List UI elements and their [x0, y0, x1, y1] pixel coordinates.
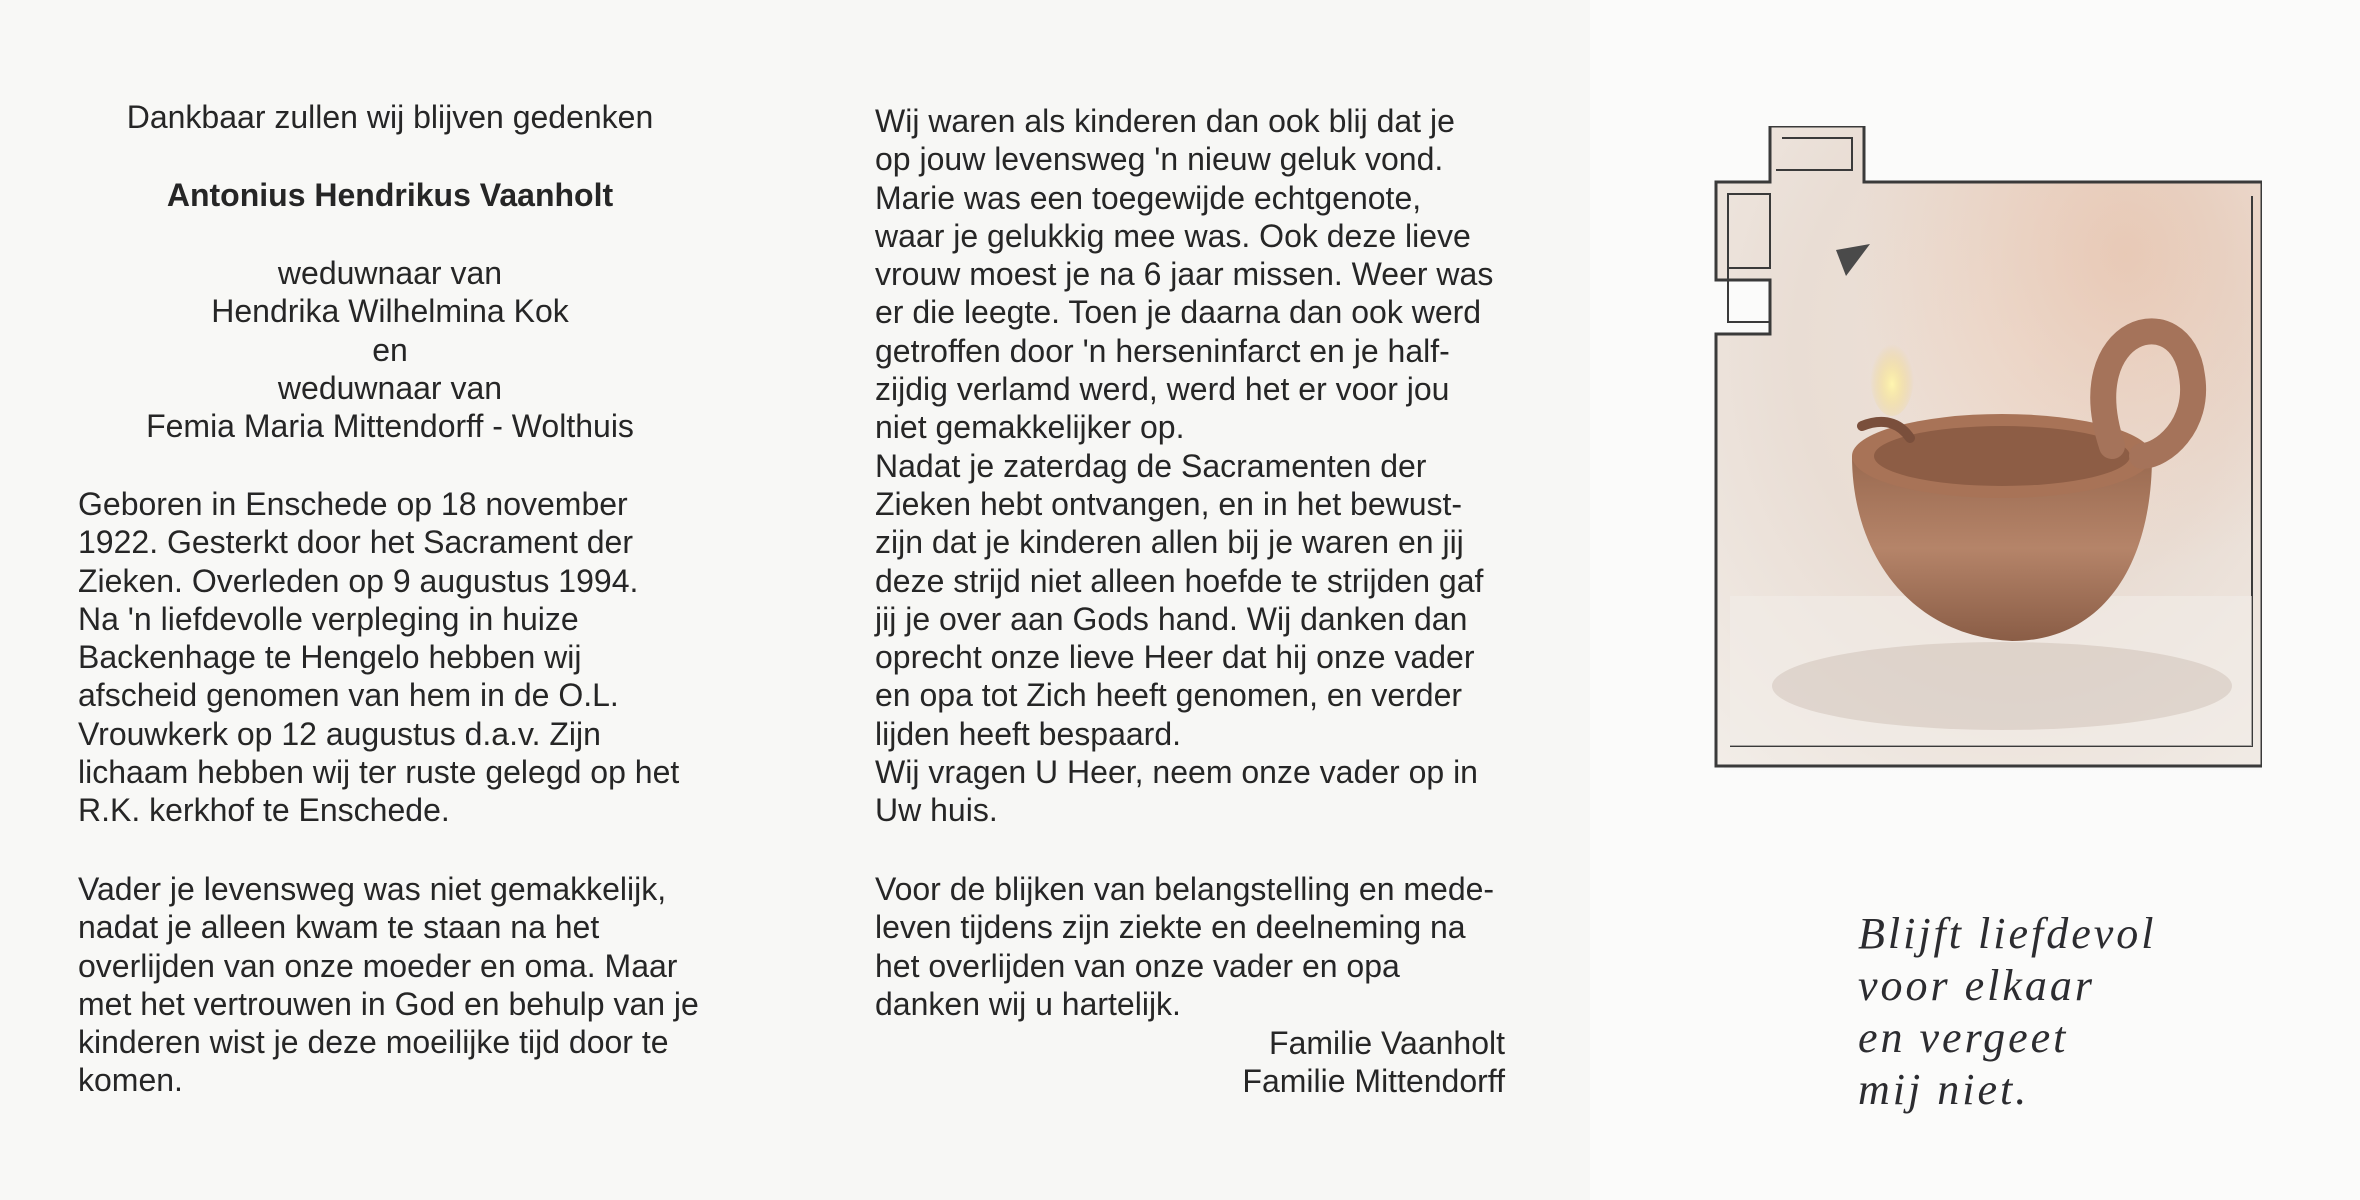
text-line: met het vertrouwen in God en behulp van je — [78, 985, 699, 1022]
oil-lamp-image — [1712, 126, 2262, 776]
text-line: Geboren in Enschede op 18 november — [78, 486, 628, 522]
verse-line: en vergeet — [1858, 1013, 2069, 1062]
text-line: waar je gelukkig mee was. Ook deze lieve — [875, 217, 1471, 254]
text-line: jij je over aan Gods hand. Wij danken dan — [875, 600, 1468, 637]
family-signatures — [875, 1024, 1505, 1101]
text-line: Marie was een toegewijde echtgenote, — [875, 179, 1422, 216]
text-line: en opa tot Zich heeft genomen, en verder — [875, 677, 1463, 714]
memorial-paragraph — [875, 102, 1493, 830]
text-line: komen. — [78, 1062, 183, 1099]
intro-line: Dankbaar zullen wij blijven gedenken — [126, 99, 654, 135]
reflection-paragraph — [78, 870, 699, 1100]
biography-paragraph — [78, 485, 679, 830]
relation-line: Femia Maria Mittendorff - Wolthuis — [146, 408, 634, 445]
signature-line: Familie Mittendorff — [1242, 1063, 1505, 1100]
text-line: zijn dat je kinderen allen bij je waren en jij — [875, 524, 1464, 561]
text-line: deze strijd niet alleen hoefde te strijden gaf — [875, 562, 1484, 599]
relation-line: en — [372, 331, 408, 368]
text-line: het overlijden van onze vader en opa — [875, 947, 1400, 984]
relation-line: weduwnaar van — [277, 255, 503, 291]
text-line: nadat je alleen kwam te staan na het — [78, 909, 600, 946]
text-line: Zieken hebt ontvangen, en in het bewust- — [875, 485, 1463, 522]
text-line: op jouw levensweg 'n nieuw geluk vond. — [875, 141, 1444, 178]
text-line: Zieken. Overleden op 9 augustus 1994. — [78, 562, 639, 599]
text-line: Backenhage te Hengelo hebben wij — [78, 639, 582, 676]
text-line: Nadat je zaterdag de Sacramenten der — [875, 447, 1427, 484]
text-line: Wij vragen U Heer, neem onze vader op in — [875, 754, 1478, 791]
relation-line: Hendrika Wilhelmina Kok — [211, 293, 569, 330]
text-line: lichaam hebben wij ter ruste gelegd op het — [78, 754, 680, 791]
relations-block — [60, 254, 720, 445]
text-line: overlijden van onze moeder en oma. Maar — [78, 947, 678, 984]
text-line: 1922. Gesterkt door het Sacrament der — [78, 524, 633, 561]
text-line: Vrouwkerk op 12 augustus d.a.v. Zijn — [78, 715, 601, 752]
thanks-paragraph — [875, 870, 1494, 1023]
text-line: er die leegte. Toen je daarna dan ook werd — [875, 294, 1482, 331]
verse-text — [1858, 908, 2157, 1116]
text-line: danken wij u hartelijk. — [875, 985, 1181, 1022]
text-line: Vader je levensweg was niet gemakkelijk, — [78, 871, 667, 907]
text-line: afscheid genomen van hem in de O.L. — [78, 677, 619, 714]
text-line: zijdig verlamd werd, werd het er voor jou — [875, 371, 1450, 408]
verse-line: voor elkaar — [1858, 961, 2096, 1010]
text-line: Wij waren als kinderen dan ook blij dat je — [875, 103, 1455, 139]
relation-line: weduwnaar van — [277, 369, 503, 406]
text-line: getroffen door 'n herseninfarct en je half- — [875, 332, 1450, 369]
text-line: Uw huis. — [875, 792, 998, 829]
text-line: lijden heeft bespaard. — [875, 715, 1181, 752]
deceased-name: Antonius Hendrikus Vaanholt — [166, 177, 614, 213]
text-line: leven tijdens zijn ziekte en deelneming na — [875, 909, 1466, 946]
text-line: Voor de blijken van belangstelling en mede- — [875, 871, 1495, 907]
text-line: niet gemakkelijker op. — [875, 409, 1185, 446]
verse-line: Blijft liefdevol — [1858, 909, 2157, 958]
verse-line: mij niet. — [1858, 1065, 2030, 1114]
text-line: Na 'n liefdevolle verpleging in huize — [78, 600, 579, 637]
signature-line: Familie Vaanholt — [1269, 1025, 1505, 1061]
text-line: kinderen wist je deze moeilijke tijd door te — [78, 1024, 669, 1061]
card-left-panel — [0, 0, 790, 1200]
text-line: R.K. kerkhof te Enschede. — [78, 792, 450, 829]
text-line: vrouw moest je na 6 jaar missen. Weer was — [875, 256, 1494, 293]
text-line: oprecht onze lieve Heer dat hij onze vader — [875, 639, 1475, 676]
